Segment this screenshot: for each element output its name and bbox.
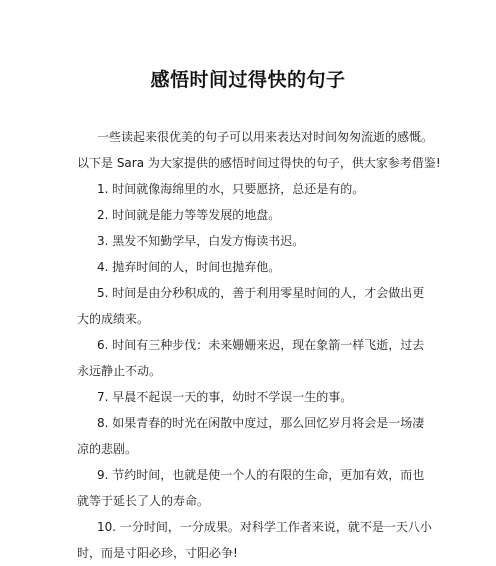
list-item-10-continued: 时，而是寸阳必珍，寸阳必争!	[77, 546, 238, 560]
intro-paragraph	[77, 124, 441, 176]
list-item-8-continued: 凉的悲剧。	[77, 442, 138, 456]
sentence-list	[77, 176, 432, 566]
intro-line-2: 以下是 Sara 为大家提供的感悟时间过得快的句子，供大家参考借鉴!	[77, 156, 441, 170]
list-item-3: 3. 黑发不知勤学早，白发方悔读书迟。	[97, 234, 305, 248]
list-item-9-continued: 就等于延长了人的寿命。	[77, 494, 210, 508]
list-item-5: 5. 时间是由分秒积成的，善于利用零星时间的人，才会做出更	[97, 286, 425, 300]
list-item-9: 9. 节约时间，也就是使一个人的有限的生命，更加有效，而也	[97, 468, 425, 482]
list-item-4: 4. 抛弃时间的人，时间也抛弃他。	[97, 260, 281, 274]
list-item-7: 7. 早晨不起误一天的事，幼时不学误一生的事。	[97, 390, 353, 404]
list-item-8: 8. 如果青春的时光在闲散中度过，那么回忆岁月将会是一场凄	[97, 416, 425, 430]
list-item-1: 1. 时间就像海绵里的水，只要愿挤，总还是有的。	[97, 182, 365, 196]
intro-line-1: 一些读起来很优美的句子可以用来表达对时间匆匆流逝的感慨。	[97, 130, 434, 144]
list-item-6-continued: 永远静止不动。	[77, 364, 162, 378]
list-item-2: 2. 时间就是能力等等发展的地盘。	[97, 208, 281, 222]
document-title: 感悟时间过得快的句子	[150, 69, 346, 91]
list-item-6: 6. 时间有三种步伐：未来姗姗来迟，现在象箭一样飞逝，过去	[97, 338, 425, 352]
list-item-10: 10. 一分时间，一分成果。对科学工作者来说，就不是一天八小	[97, 520, 432, 534]
list-item-5-continued: 大的成绩来。	[77, 312, 150, 326]
